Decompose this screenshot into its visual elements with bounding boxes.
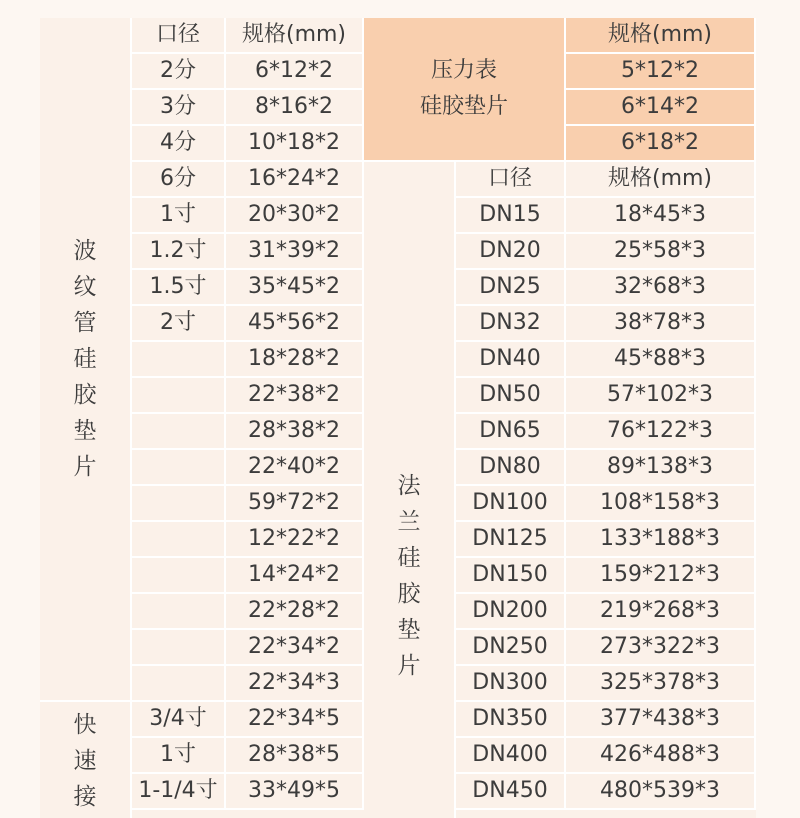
bellows-category-cell [40, 18, 132, 702]
bellows-header-spec: 规格(mm) [226, 18, 364, 54]
bellows-row-spec: 10*18*2 [226, 126, 364, 162]
flange-row-size: DN150 [456, 558, 566, 594]
quick-connect-category-label [74, 707, 97, 815]
bellows-row-size [132, 522, 226, 558]
bellows-label-char: 片 [73, 454, 97, 480]
bellows-row-spec: 14*24*2 [226, 558, 364, 594]
bellows-row-spec: 22*28*2 [226, 594, 364, 630]
bellows-row-size [132, 594, 226, 630]
flange-row-spec: 273*322*3 [566, 630, 756, 666]
gauge-header-spec: 规格(mm) [566, 18, 756, 54]
bellows-row-spec: 18*28*2 [226, 342, 364, 378]
flange-row-size: DN80 [456, 450, 566, 486]
flange-row-spec: 76*122*3 [566, 414, 756, 450]
bellows-label-char: 硅 [73, 346, 97, 372]
flange-row-spec: 32*68*3 [566, 270, 756, 306]
bellows-row-size [132, 342, 226, 378]
bellows-row-spec: 22*34*3 [226, 666, 364, 702]
bellows-row-size [132, 486, 226, 522]
flange-row-size: DN250 [456, 630, 566, 666]
bellows-row-spec: 59*72*2 [226, 486, 364, 522]
bellows-category-label [74, 233, 97, 485]
flange-row-spec: 38*78*3 [566, 306, 756, 342]
bellows-row-spec: 8*16*2 [226, 90, 364, 126]
flange-label-char: 法 [397, 473, 421, 499]
gasket-spec-table [40, 18, 756, 818]
quick-row-spec: 33*49*5 [226, 774, 364, 810]
flange-row-size: DN400 [456, 738, 566, 774]
bellows-label-char: 波 [73, 238, 97, 264]
bellows-row-size: 3分 [132, 90, 226, 126]
flange-row-size: DN40 [456, 342, 566, 378]
flange-row-size: DN20 [456, 234, 566, 270]
bellows-row-size [132, 630, 226, 666]
gauge-row-spec: 5*12*2 [566, 54, 756, 90]
quick-label-char: 速 [73, 748, 97, 774]
bellows-row-size: 2寸 [132, 306, 226, 342]
bellows-row-size: 1寸 [132, 198, 226, 234]
flange-row-size: DN350 [456, 702, 566, 738]
bellows-label-char: 垫 [73, 418, 97, 444]
flange-row-spec: 25*58*3 [566, 234, 756, 270]
gauge-label [420, 53, 508, 125]
bellows-row-size [132, 450, 226, 486]
quick-label-char: 接 [73, 784, 97, 810]
gauge-label-cell [364, 18, 566, 162]
bellows-row-spec: 22*34*2 [226, 630, 364, 666]
quick-row-size: 1-1/4寸 [132, 774, 226, 810]
quick-row-spec: 22*34*5 [226, 702, 364, 738]
quick-row-spec: 28*38*5 [226, 738, 364, 774]
flange-row-spec: 159*212*3 [566, 558, 756, 594]
bellows-row-spec: 28*38*2 [226, 414, 364, 450]
flange-category-label [398, 468, 421, 684]
bellows-label-char: 纹 [73, 274, 97, 300]
bellows-row-size: 6分 [132, 162, 226, 198]
flange-row-spec: 377*438*3 [566, 702, 756, 738]
flange-row-size: DN100 [456, 486, 566, 522]
flange-row-size: DN25 [456, 270, 566, 306]
bellows-row-spec: 12*22*2 [226, 522, 364, 558]
bellows-row-spec: 31*39*2 [226, 234, 364, 270]
flange-row-size: DN15 [456, 198, 566, 234]
bellows-row-size: 1.5寸 [132, 270, 226, 306]
bellows-row-size: 4分 [132, 126, 226, 162]
bellows-row-size [132, 666, 226, 702]
bellows-row-spec: 22*40*2 [226, 450, 364, 486]
bellows-label-char: 管 [73, 310, 97, 336]
bellows-row-spec: 45*56*2 [226, 306, 364, 342]
flange-header-size: 口径 [456, 162, 566, 198]
flange-category-cell [364, 162, 456, 818]
gauge-row-spec: 6*14*2 [566, 90, 756, 126]
bellows-header-size: 口径 [132, 18, 226, 54]
bellows-row-spec: 20*30*2 [226, 198, 364, 234]
flange-row-size: DN50 [456, 378, 566, 414]
flange-row-spec: 89*138*3 [566, 450, 756, 486]
bellows-row-size [132, 378, 226, 414]
flange-label-char: 兰 [397, 509, 421, 535]
flange-row-size: DN200 [456, 594, 566, 630]
flange-row-spec: 45*88*3 [566, 342, 756, 378]
bellows-row-spec: 22*38*2 [226, 378, 364, 414]
flange-row-spec: 480*539*3 [566, 774, 756, 810]
gauge-row-spec: 6*18*2 [566, 126, 756, 162]
flange-header-spec: 规格(mm) [566, 162, 756, 198]
bellows-row-spec: 35*45*2 [226, 270, 364, 306]
gauge-label-line2: 硅胶垫片 [419, 94, 508, 119]
bellows-row-size: 2分 [132, 54, 226, 90]
bellows-row-size [132, 558, 226, 594]
bellows-row-size: 1.2寸 [132, 234, 226, 270]
quick-row-size: 3/4寸 [132, 702, 226, 738]
flange-row-size: DN450 [456, 774, 566, 810]
flange-label-char: 片 [397, 653, 421, 679]
flange-row-spec: 219*268*3 [566, 594, 756, 630]
flange-row-spec: 57*102*3 [566, 378, 756, 414]
quick-connect-category-cell [40, 702, 132, 818]
flange-row-size: DN32 [456, 306, 566, 342]
flange-row-size: DN300 [456, 666, 566, 702]
flange-row-size: DN125 [456, 522, 566, 558]
flange-row-spec: 108*158*3 [566, 486, 756, 522]
flange-label-char: 垫 [397, 617, 421, 643]
flange-row-size: DN65 [456, 414, 566, 450]
bellows-row-size [132, 414, 226, 450]
flange-label-char: 胶 [397, 581, 421, 607]
quick-label-char: 快 [73, 712, 97, 738]
flange-row-spec: 133*188*3 [566, 522, 756, 558]
flange-row-spec: 426*488*3 [566, 738, 756, 774]
gauge-label-line1: 压力表 [430, 58, 497, 83]
flange-row-spec: 18*45*3 [566, 198, 756, 234]
bellows-row-spec: 16*24*2 [226, 162, 364, 198]
bellows-row-spec: 6*12*2 [226, 54, 364, 90]
quick-row-size: 1寸 [132, 738, 226, 774]
flange-label-char: 硅 [397, 545, 421, 571]
bellows-label-char: 胶 [73, 382, 97, 408]
flange-row-spec: 325*378*3 [566, 666, 756, 702]
